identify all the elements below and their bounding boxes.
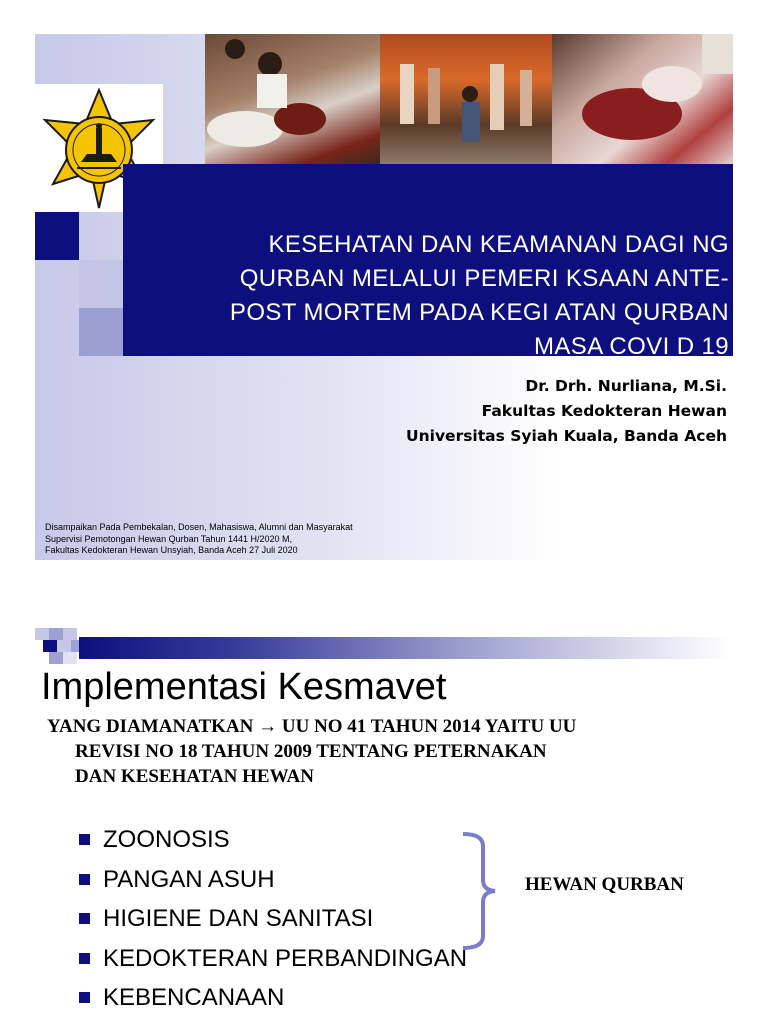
decor-square — [79, 308, 123, 356]
photo-meat-inspection — [552, 34, 733, 164]
note-line: Supervisi Pemotongan Hewan Qurban Tahun 1441 H/2020 M, — [45, 533, 292, 544]
square-bullet-icon — [79, 953, 90, 964]
presentation-note — [45, 522, 353, 557]
decor-square — [43, 640, 57, 652]
list-item: KEBENCANAAN — [79, 978, 467, 1018]
photo-strip — [205, 34, 733, 164]
square-bullet-icon — [79, 874, 90, 885]
decor-square — [49, 628, 63, 640]
subtitle-line: YANG DIAMANATKAN → UU NO 41 TAHUN 2014 YAITU UU — [47, 716, 577, 737]
decor-square — [57, 640, 71, 652]
slide-subtitle — [47, 714, 576, 789]
square-bullet-icon — [79, 913, 90, 924]
square-bullet-icon — [79, 834, 90, 845]
right-brace-icon — [461, 832, 497, 950]
list-item: KEDOKTERAN PERBANDINGAN — [79, 939, 467, 979]
decor-square — [63, 628, 77, 640]
left-band — [35, 212, 79, 260]
brace-label: HEWAN QURBAN — [525, 874, 684, 895]
header-gradient-bar — [79, 637, 729, 659]
decor-square — [63, 652, 77, 664]
photo-slaughter — [205, 34, 380, 164]
author-block — [406, 374, 727, 449]
note-line: Disampaikan Pada Pembekalan, Dosen, Mahasiswa, Alumni dan Masyarakat — [45, 522, 353, 532]
slide-title: KESEHATAN DAN KEAMANAN DAGI NG QURBAN MELALUI PEMERI KSAAN ANTE- POST MORTEM PADA KEGI ATAN QURBAN MASA COVI D 19 — [229, 231, 729, 360]
list-item: ZOONOSIS — [79, 820, 467, 860]
decor-square — [49, 652, 63, 664]
title-band — [123, 164, 733, 360]
content-slide — [35, 628, 733, 1024]
list-item: PANGAN ASUH — [79, 860, 467, 900]
title-slide — [35, 34, 733, 560]
slide-title: Implementasi Kesmavet — [41, 666, 447, 708]
photo-hanging-carcass — [380, 34, 552, 164]
bullet-list — [79, 820, 467, 1018]
author-faculty: Fakultas Kedokteran Hewan — [481, 402, 727, 420]
author-name: Dr. Drh. Nurliana, M.Si. — [525, 377, 727, 395]
decor-square — [35, 628, 49, 640]
subtitle-line: REVISI NO 18 TAHUN 2009 TENTANG PETERNAKAN — [75, 741, 547, 762]
list-item: HIGIENE DAN SANITASI — [79, 899, 467, 939]
subtitle-line: DAN KESEHATAN HEWAN — [75, 766, 314, 787]
author-university: Universitas Syiah Kuala, Banda Aceh — [406, 427, 727, 445]
square-bullet-icon — [79, 992, 90, 1003]
note-line: Fakultas Kedokteran Hewan Unsyiah, Banda Aceh 27 Juli 2020 — [45, 545, 298, 555]
decor-square — [79, 260, 123, 308]
